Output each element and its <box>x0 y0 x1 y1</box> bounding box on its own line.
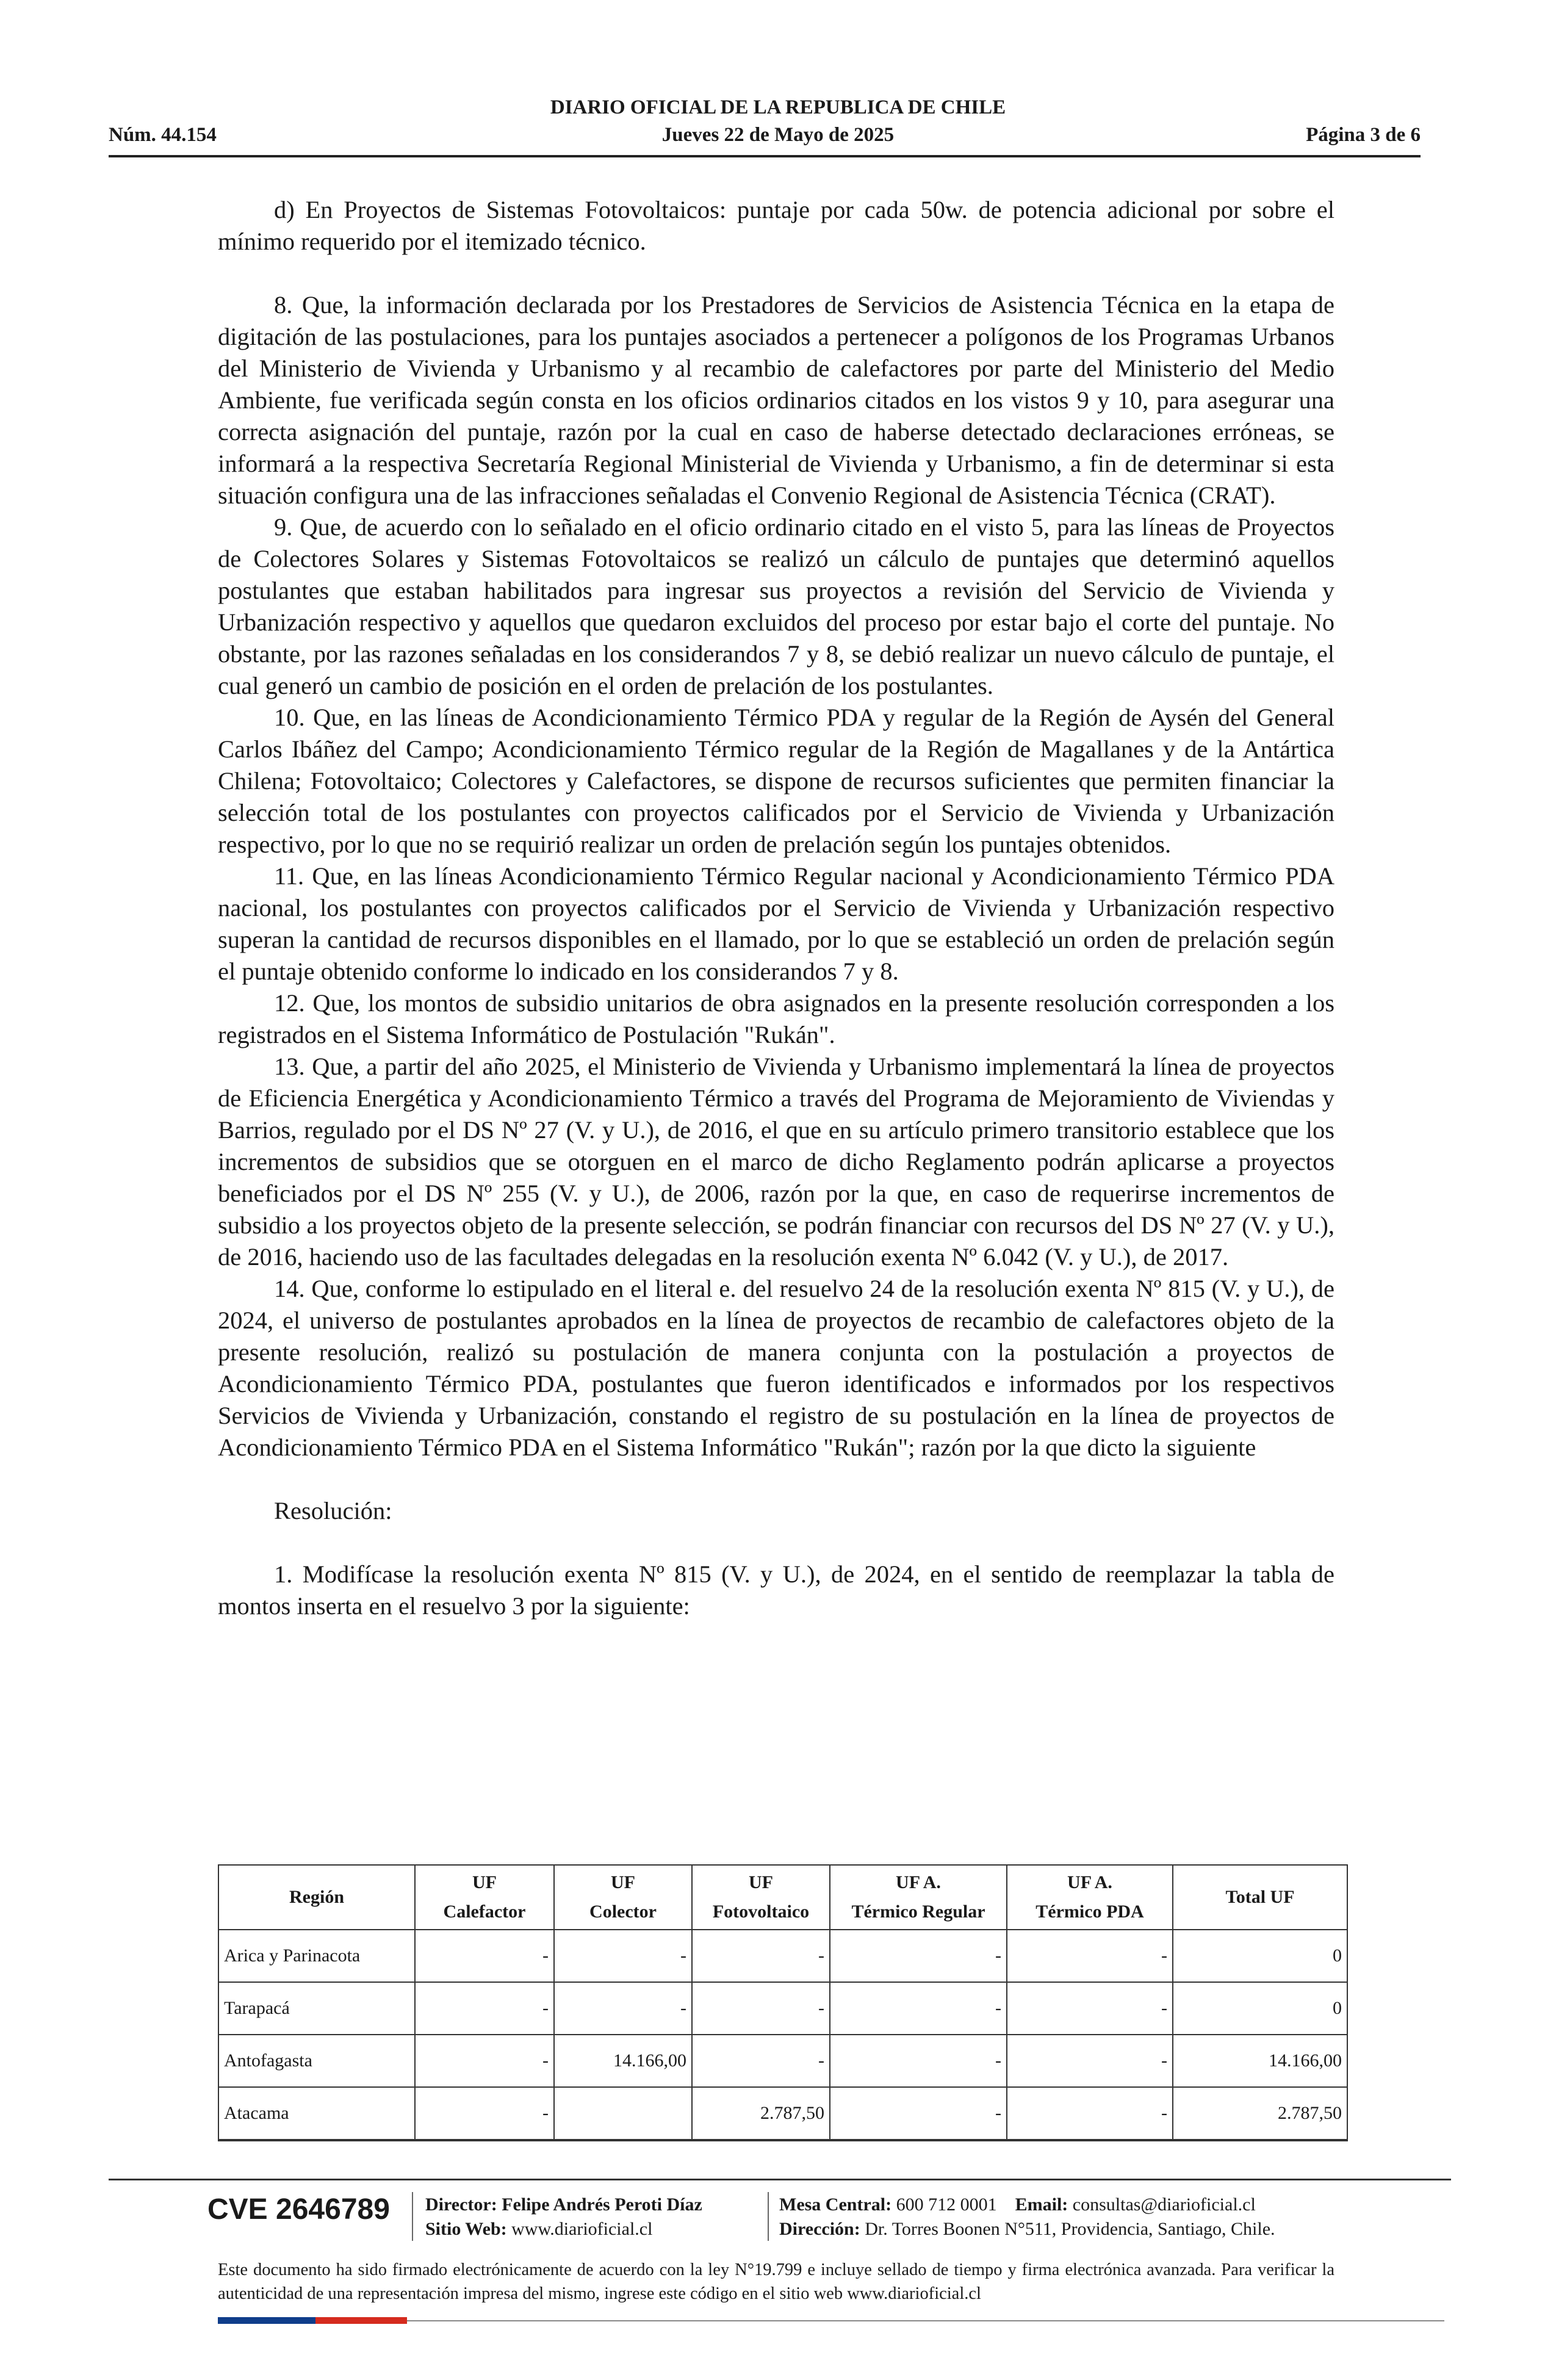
resolution-item-1: 1. Modifícase la resolución exenta Nº 815 (V. y U.), de 2024, en el sentido de reemplazar la tabla de montos inserta en el resuelvo 3 por la siguiente: <box>218 1560 1334 1620</box>
header-colector: UF Colector <box>554 1865 692 1930</box>
flag-color-bar <box>218 2317 407 2324</box>
color-segment <box>315 2317 407 2324</box>
header-region: Región <box>218 1865 415 1930</box>
resolution-heading: Resolución: <box>274 1497 392 1524</box>
footer-contact-block: Mesa Central: 600 712 0001 Email: consultas@diarioficial.cl Dirección: Dr. Torres Boonen N°511, Providencia, Santiago, Chile. <box>779 2194 1275 2239</box>
table-row: Antofagasta - 14.166,00 - - - 14.166,00 <box>218 2035 1347 2087</box>
footer-director-block: Director: Felipe Andrés Peroti Díaz Sitio Web: www.diarioficial.cl <box>425 2194 702 2239</box>
paragraph-9: 9. Que, de acuerdo con lo señalado en el oficio ordinario citado en el visto 5, para las líneas de Proyectos de Colectores Solares y Sistemas Fotovoltaicos se realizó un cálculo de puntajes que determinó aquellos postulantes que estaban habilitados para ingresar sus proyectos a revisión del Servicio de Vivienda y Urbanización respectivo y aquellos que quedaron excluidos del proceso por estar bajo el corte del puntaje. No obstante, por las razones señaladas en los considerandos 7 y 8, se debió realizar un nuevo cálculo de puntaje, el cual generó un cambio de posición en el orden de prelación de los postulantes. <box>218 513 1334 699</box>
document-body <box>218 194 1334 1622</box>
site-link[interactable]: www.diarioficial.cl <box>511 2219 653 2239</box>
header-termico-pda: UF A. Térmico PDA <box>1007 1865 1173 1930</box>
amounts-table <box>218 1864 1348 2141</box>
header-fotovoltaico: UF Fotovoltaico <box>692 1865 830 1930</box>
phone-number: 600 712 0001 <box>896 2194 997 2215</box>
header-calefactor: UF Calefactor <box>415 1865 554 1930</box>
table-header-row <box>218 1865 1347 1930</box>
paragraph-d: d) En Proyectos de Sistemas Fotovoltaicos: puntaje por cada 50w. de potencia adicional por sobre el mínimo requerido por el itemizado técnico. <box>218 196 1334 255</box>
footer-divider <box>109 2179 1451 2180</box>
header-divider <box>109 155 1421 157</box>
paragraph-12: 12. Que, los montos de subsidio unitarios de obra asignados en la presente resolución corresponden a los registrados en el Sistema Informático de Postulación "Rukán". <box>218 989 1334 1048</box>
header-title: DIARIO OFICIAL DE LA REPUBLICA DE CHILE <box>550 96 1006 118</box>
paragraph-14: 14. Que, conforme lo estipulado en el literal e. del resuelvo 24 de la resolución exenta Nº 815 (V. y U.), de 2024, el universo de postulantes aprobados en la línea de proyectos de recambio de calefactores objeto de la presente resolución, realizó su postulación de manera conjunta con la postulación a proyectos de Acondicionamiento Térmico PDA, postulantes que fueron identificados e informados por los respectivos Servicios de Vivienda y Urbanización, constando el registro de su postulación en la línea de proyectos de Acondicionamiento Térmico PDA en el Sistema Informático "Rukán"; razón por la que dicto la siguiente <box>218 1275 1334 1461</box>
paragraph-13: 13. Que, a partir del año 2025, el Ministerio de Vivienda y Urbanismo implementará la línea de proyectos de Eficiencia Energética y Acondicionamiento Térmico a través del Programa de Mejoramiento de Viviendas y Barrios, regulado por el DS Nº 27 (V. y U.), de 2016, el que en su artículo primero transitorio establece que los incrementos de subsidios que se otorguen en el marco de dicho Reglamento podrán aplicarse a proyectos beneficiados por el DS Nº 255 (V. y U.), de 2006, razón por la que, en caso de requerirse incrementos de subsidio a los proyectos objeto de la presente selección, se podrán financiar con recursos del DS Nº 27 (V. y U.), de 2016, haciendo uso de las facultades delegadas en la resolución exenta Nº 6.042 (V. y U.), de 2017. <box>218 1053 1334 1271</box>
header-termico-regular: UF A. Térmico Regular <box>830 1865 1007 1930</box>
page-indicator: Página 3 de 6 <box>1306 124 1421 146</box>
issue-number: Núm. 44.154 <box>109 124 217 146</box>
paragraph-11: 11. Que, en las líneas Acondicionamiento Térmico Regular nacional y Acondicionamiento Térmico PDA nacional, los postulantes con proyectos calificados por el Servicio de Vivienda y Urbanización respectivo superan la cantidad de recursos disponibles en el llamado, por lo que se estableció un orden de prelación según el puntaje obtenido conforme lo indicado en los considerandos 7 y 8. <box>218 862 1334 985</box>
paragraph-10: 10. Que, en las líneas de Acondicionamiento Térmico PDA y regular de la Región de Aysén del General Carlos Ibáñez del Campo; Acondicionamiento Térmico regular de la Región de Magallanes y de la Antártica Chilena; Fotovoltaico; Colectores y Calefactores, se dispone de recursos suficientes que permiten financiar la selección total de los postulantes con proyectos calificados por el Servicio de Vivienda y Urbanización respectivo, por lo que no se requirió realizar un orden de prelación según los puntajes obtenidos. <box>218 704 1334 858</box>
table-row: Arica y Parinacota - - - - - 0 <box>218 1930 1347 1982</box>
footer-separator <box>768 2192 769 2241</box>
issue-date: Jueves 22 de Mayo de 2025 <box>661 124 895 146</box>
paragraph-8: 8. Que, la información declarada por los Prestadores de Servicios de Asistencia Técnica en la etapa de digitación de las postulaciones, para los puntajes asociados a pertenecer a polígonos de los Programas Urbanos del Ministerio de Vivienda y Urbanismo y al recambio de calefactores por parte del Ministerio del Medio Ambiente, fue verificada según consta en los oficios ordinarios citados en los vistos 9 y 10, para asegurar una correcta asignación del puntaje, razón por la cual en caso de haberse detectado declaraciones erróneas, se informará a la respectiva Secretaría Regional Ministerial de Vivienda y Urbanismo, a fin de determinar si esta situación configura una de las infracciones señaladas el Convenio Regional de Asistencia Técnica (CRAT). <box>218 291 1334 509</box>
director-name: Felipe Andrés Peroti Díaz <box>502 2194 702 2215</box>
footer-separator <box>412 2192 413 2241</box>
header-total: Total UF <box>1173 1865 1347 1930</box>
table-row: Atacama - 2.787,50 - - 2.787,50 <box>218 2087 1347 2140</box>
cve-code: CVE 2646789 <box>207 2193 390 2226</box>
color-segment <box>218 2317 315 2324</box>
footer-bottom-rule <box>407 2320 1444 2321</box>
table-row: Tarapacá - - - - - 0 <box>218 1982 1347 2035</box>
address: Dr. Torres Boonen N°511, Providencia, Santiago, Chile. <box>865 2219 1275 2239</box>
email-link[interactable]: consultas@diarioficial.cl <box>1072 2194 1256 2215</box>
signature-note: Este documento ha sido firmado electrónicamente de acuerdo con la ley N°19.799 e incluye sellado de tiempo y firma electrónica avanzada. Para verificar la autenticidad de una representación impresa del mismo, ingrese este código en el sitio web www.diarioficial.cl <box>218 2260 1334 2303</box>
